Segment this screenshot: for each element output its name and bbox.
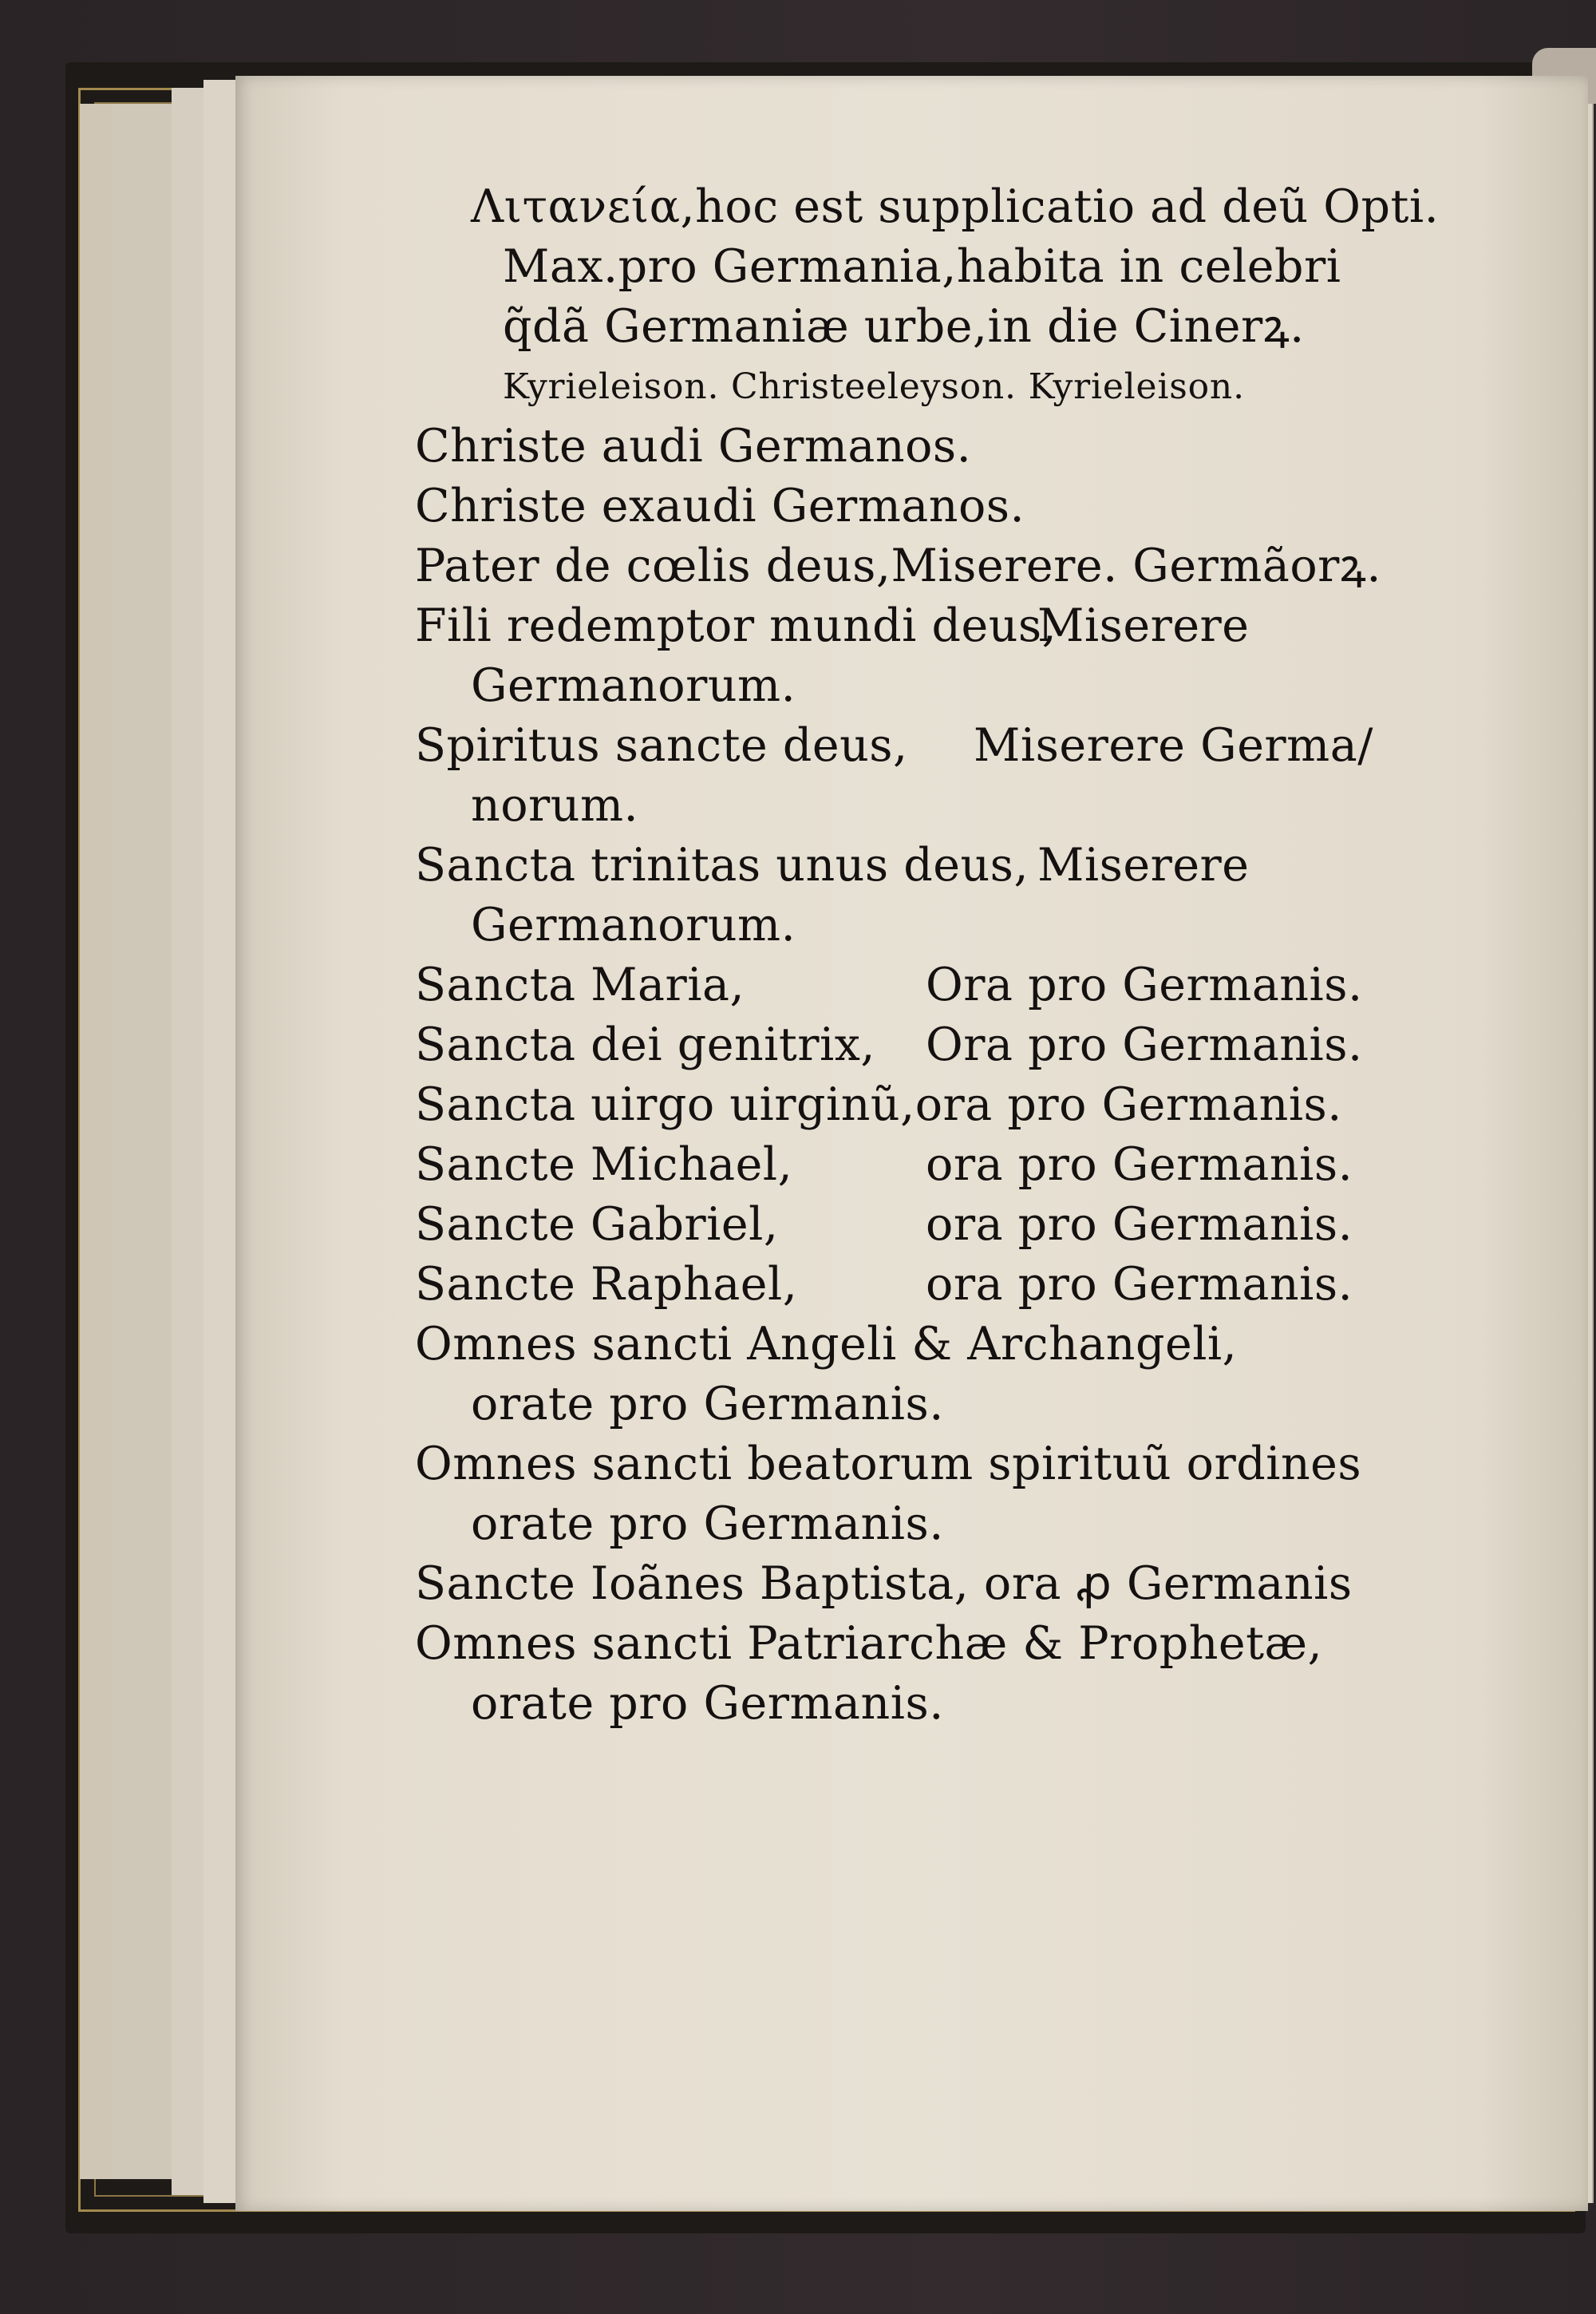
litany-line <box>415 477 1484 536</box>
invocation-text: orate pro Germanis. <box>471 1497 944 1550</box>
litany-line <box>415 896 1484 955</box>
heading-text: Λιτανεία,hoc est supplicatio ad deũ Opti. <box>471 180 1440 233</box>
invocation-text: Sancte Michael, <box>415 1138 793 1191</box>
litany-line <box>415 1434 1484 1494</box>
litany-line <box>415 955 1484 1015</box>
invocation-text: Germanorum. <box>471 899 796 951</box>
invocation-text: Christe exaudi Germanos. <box>415 480 1025 532</box>
litany-line <box>415 1674 1484 1734</box>
litany-line <box>415 1075 1484 1135</box>
litany-line <box>415 1494 1484 1554</box>
litany-line <box>415 1375 1484 1434</box>
litany-line <box>415 1315 1484 1375</box>
litany-lines <box>415 417 1484 1734</box>
litany-line <box>415 1554 1484 1614</box>
invocation-text: Sancta Maria, <box>415 959 745 1011</box>
litany-line <box>415 1255 1484 1315</box>
invocation-text: Omnes sancti Patriarchæ & Prophetæ, <box>415 1617 1323 1670</box>
heading-line-3 <box>415 297 1484 357</box>
invocation-text: norum. <box>471 779 639 832</box>
invocation-text: Sancte Raphael, <box>415 1258 798 1311</box>
invocation-text: Omnes sancti Angeli & Archangeli, <box>415 1318 1238 1371</box>
invocation-text: orate pro Germanis. <box>471 1677 944 1730</box>
invocation-text: Pater de cœlis deus,Miserere. Germãorꝝ. <box>415 540 1381 592</box>
heading-text: q̃dã Germaniæ urbe,in die Cinerꝝ. <box>503 300 1305 353</box>
response-text: Ora pro Germanis. <box>926 1019 1363 1071</box>
litany-line <box>415 536 1484 596</box>
litany-line <box>415 836 1484 896</box>
litany-line <box>415 1015 1484 1075</box>
litany-line <box>415 596 1484 656</box>
heading-line-1 <box>415 177 1484 237</box>
response-text: Miserere Germa/ <box>974 719 1373 772</box>
kyrie-line <box>415 357 1484 417</box>
invocation-text: Sancte Gabriel, <box>415 1198 779 1251</box>
response-text: ora pro Germanis. <box>926 1138 1353 1191</box>
invocation-text: Christe audi Germanos. <box>415 420 972 473</box>
litany-line <box>415 1135 1484 1195</box>
response-text: ora pro Germanis. <box>926 1258 1353 1311</box>
invocation-text: Spiritus sancte deus, <box>415 719 908 772</box>
litany-text <box>415 177 1484 1734</box>
heading-text: Max.pro Germania,habita in celebri <box>503 240 1341 293</box>
invocation-text: Sancte Ioãnes Baptista, ora ꝓ Germanis <box>415 1557 1353 1610</box>
litany-line <box>415 776 1484 836</box>
response-text: Miserere <box>1037 839 1250 892</box>
litany-line <box>415 1614 1484 1674</box>
response-text: Miserere <box>1037 599 1250 652</box>
litany-line <box>415 417 1484 477</box>
invocation-text: Omnes sancti beatorum spirituũ ordines <box>415 1438 1362 1490</box>
litany-line <box>415 1195 1484 1255</box>
invocation-text: Sancta trinitas unus deus, <box>415 839 1029 892</box>
invocation-text: Fili redemptor mundi deus, <box>415 599 1057 652</box>
invocation-text: Sancta uirgo uirginũ,ora pro Germanis. <box>415 1078 1342 1131</box>
response-text: ora pro Germanis. <box>926 1198 1353 1251</box>
invocation-text: orate pro Germanis. <box>471 1378 944 1430</box>
heading-line-2 <box>415 237 1484 297</box>
litany-line <box>415 716 1484 776</box>
kyrie-text: Kyrieleison. Christeeleyson. Kyrieleison. <box>503 366 1245 407</box>
invocation-text: Sancta dei genitrix, <box>415 1019 876 1071</box>
invocation-text: Germanorum. <box>471 659 796 712</box>
litany-line <box>415 656 1484 716</box>
response-text: Ora pro Germanis. <box>926 959 1363 1011</box>
